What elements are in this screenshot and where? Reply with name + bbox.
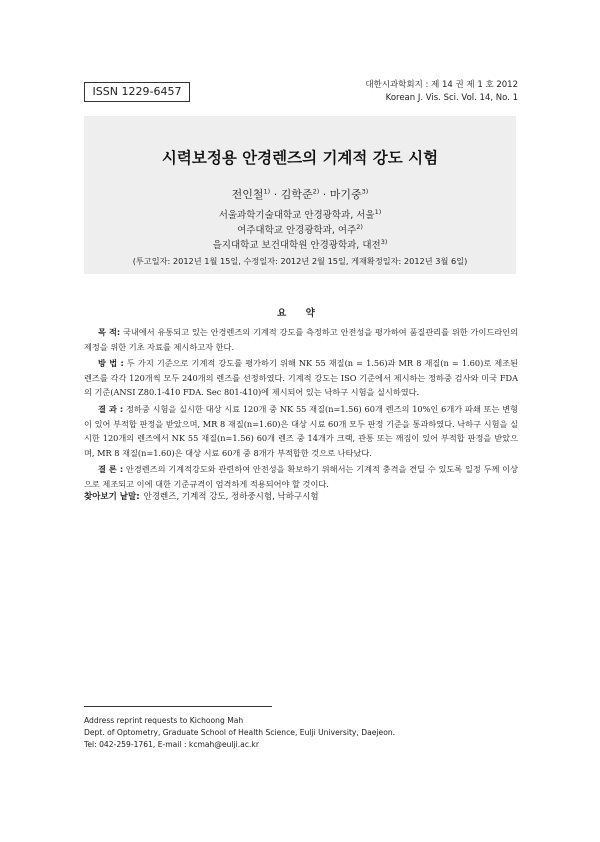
journal-korean: 대한시과학회지 : 제 14 권 제 1 호 2012 bbox=[365, 80, 518, 90]
author-separator: · bbox=[322, 188, 327, 201]
affiliation: 을지대학교 보건대학원 안경광학과, 대전$^{3)}$ bbox=[212, 237, 388, 251]
abstract-paragraph: 결 론 : 안경렌즈의 기계적강도와 관련하여 안전성을 확보하기 위해서는 기계적 충격을 견딜 수 있도록 일정 두께 이상으로 제조되고 이에 대한 기준규격이 엄격하게 적용되어야 할 것이다. bbox=[84, 464, 518, 489]
footnote-line: Address reprint requests to Kichoong Mah bbox=[84, 716, 244, 725]
affiliation: 여주대학교 안경광학과, 여주$^{2)}$ bbox=[237, 222, 363, 236]
abstract-paragraph: 목 적: 국내에서 유통되고 있는 안경렌즈의 기계적 강도를 측정하고 안전성을 평가하여 품질관리를 위한 가이드라인의 제정을 위한 기초 자료를 제시하고자 한다. bbox=[84, 327, 518, 352]
author-affil-mark: 2) bbox=[312, 187, 320, 196]
issn-box: ISSN 1229-6457 bbox=[84, 82, 190, 102]
footnote-divider bbox=[84, 706, 272, 707]
submission-dates: (투고일자: 2012년 1월 15일, 수정일자: 2012년 2월 15일, 게재확정일자: 2012년 3월 6일) bbox=[132, 256, 468, 266]
abstract-paragraph: 결 과 : 정하중 시험을 실시한 대상 시료 120개 중 NK 55 재질(n=1.56) 60개 렌즈의 10%인 6개가 파쇄 또는 변형이 있어 부적합 판정을 받았으며, MR 8 재질(n=1.60)은 대상 시료 60개 모두 판정 기준을 통과하였다. 낙하구 시험을 실시한 120개의 렌즈에서 NK 55 재질(n=1.56) 60개 렌즈 중 14개가 크랙, 관통 또는 깨짐이 있어 부적합 판정을 받았으며, MR 8 재질(n=1.60)은 대상 시료 60개 중 8개가 부적합한 것으로 나타났다. bbox=[84, 403, 519, 458]
keywords-list: 안경렌즈, 기계적 강도, 정하중시험, 낙하구시험 bbox=[143, 492, 319, 502]
author-name: 김학준 bbox=[280, 188, 313, 201]
journal-header bbox=[365, 79, 518, 105]
abstract-paragraph: 방 법 : 두 가지 기준으로 기계적 강도를 평가하기 위해 NK 55 재질(n = 1.56)과 MR 8 재질(n = 1.60)로 제조된 렌즈를 각각 120개씩 모두 240개의 렌즈를 선정하였다. 기계적 강도는 ISO 기준에서 제시하는 정하중 검사와 미국 FDA의 기준(ANSI Z80.1-410 FDA. Sec 801-410)에 제시되어 있는 낙하구 시험을 실시하였다. bbox=[84, 358, 519, 398]
author-name: 마기중 bbox=[329, 188, 362, 201]
footnote-line: Tel: 042-259-1761, E-mail : kcmah@eulji.ac.kr bbox=[84, 740, 259, 749]
author-name: 전인철 bbox=[231, 188, 264, 201]
journal-english: Korean J. Vis. Sci. Vol. 14, No. 1 bbox=[385, 93, 518, 103]
correspondence-footnote bbox=[84, 715, 395, 751]
footnote-line: Dept. of Optometry, Graduate School of Health Science, Eulji University, Daejeon. bbox=[84, 728, 396, 737]
keywords bbox=[84, 490, 319, 502]
author-separator: · bbox=[273, 188, 278, 201]
paper-title: 시력보정용 안경렌즈의 기계적 강도 시험 bbox=[161, 149, 439, 167]
affiliation: 서울과학기술대학교 안경광학과, 서울$^{1)}$ bbox=[218, 207, 382, 221]
abstract-body bbox=[84, 325, 518, 494]
abstract-heading: 요 약 bbox=[277, 308, 323, 319]
author-affil-mark: 1) bbox=[263, 187, 271, 196]
author-affil-mark: 3) bbox=[361, 187, 369, 196]
keywords-label: 찾아보기 낱말: bbox=[84, 492, 140, 502]
author-list bbox=[84, 186, 516, 202]
title-block bbox=[84, 116, 516, 274]
